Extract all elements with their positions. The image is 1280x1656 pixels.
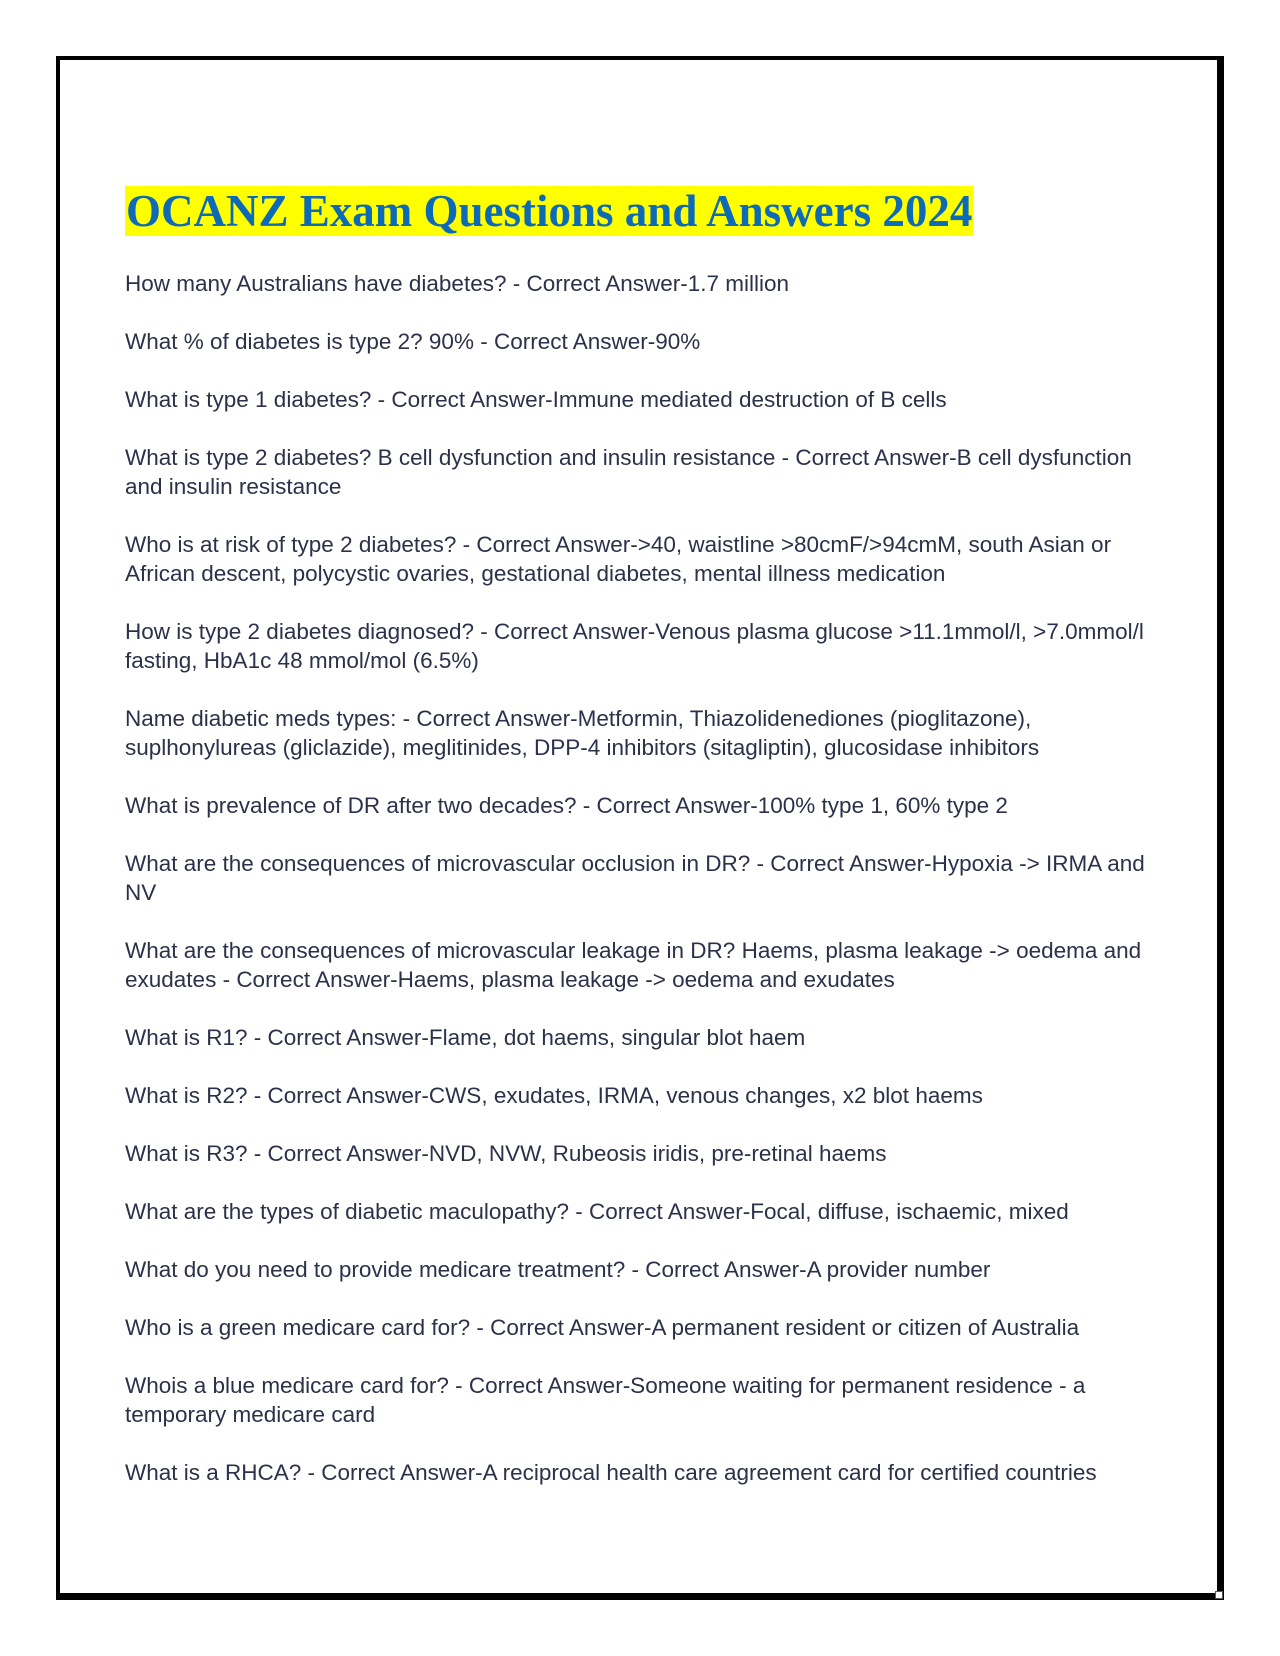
document-content bbox=[125, 183, 1145, 1516]
qa-item: Whois a blue medicare card for? - Correct Answer-Someone waiting for permanent residence - a temporary medicare card bbox=[125, 1373, 1086, 1427]
document-title bbox=[125, 183, 1145, 239]
qa-item: What do you need to provide medicare treatment? - Correct Answer-A provider number bbox=[125, 1257, 991, 1282]
qa-item: What is R1? - Correct Answer-Flame, dot haems, singular blot haem bbox=[125, 1025, 806, 1050]
qa-item: What is type 1 diabetes? - Correct Answer-Immune mediated destruction of B cells bbox=[125, 387, 947, 412]
document-title-text: OCANZ Exam Questions and Answers 2024 bbox=[126, 186, 973, 236]
qa-item: What % of diabetes is type 2? 90% - Correct Answer-90% bbox=[125, 329, 701, 354]
qa-item: What is R2? - Correct Answer-CWS, exudates, IRMA, venous changes, x2 blot haems bbox=[125, 1083, 983, 1108]
qa-item: What are the consequences of microvascular leakage in DR? Haems, plasma leakage -> oedema and exudates - Correct Answer-Haems, plasma leakage -> oedema and exudates bbox=[125, 938, 1142, 992]
qa-item: What is type 2 diabetes? B cell dysfunction and insulin resistance - Correct Answer-B cell dysfunction and insulin resistance bbox=[125, 445, 1132, 499]
qa-item: How is type 2 diabetes diagnosed? - Correct Answer-Venous plasma glucose >11.1mmol/l, >7.0mmol/l fasting, HbA1c 48 mmol/mol (6.5%) bbox=[125, 619, 1144, 673]
qa-item: What are the consequences of microvascular occlusion in DR? - Correct Answer-Hypoxia -> IRMA and NV bbox=[125, 851, 1145, 905]
qa-item: Name diabetic meds types: - Correct Answer-Metformin, Thiazolidenediones (pioglitazone), suplhonylureas (gliclazide), meglitinides, DPP-4 inhibitors (sitagliptin), glucosidase inhibitors bbox=[125, 706, 1040, 760]
qa-item: What are the types of diabetic maculopathy? - Correct Answer-Focal, diffuse, ischaemic, mixed bbox=[125, 1199, 1069, 1224]
qa-item: Who is at risk of type 2 diabetes? - Correct Answer->40, waistline >80cmF/>94cmM, south Asian or African descent, polycystic ovaries, gestational diabetes, mental illness medication bbox=[125, 532, 1112, 586]
qa-item: Who is a green medicare card for? - Correct Answer-A permanent resident or citizen of Australia bbox=[125, 1315, 1080, 1340]
corner-mark bbox=[1215, 1591, 1223, 1599]
qa-item: What is R3? - Correct Answer-NVD, NVW, Rubeosis iridis, pre-retinal haems bbox=[125, 1141, 887, 1166]
qa-item: How many Australians have diabetes? - Correct Answer-1.7 million bbox=[125, 271, 790, 296]
qa-item: What is prevalence of DR after two decades? - Correct Answer-100% type 1, 60% type 2 bbox=[125, 793, 1008, 818]
qa-item: What is a RHCA? - Correct Answer-A reciprocal health care agreement card for certified countries bbox=[125, 1460, 1097, 1485]
